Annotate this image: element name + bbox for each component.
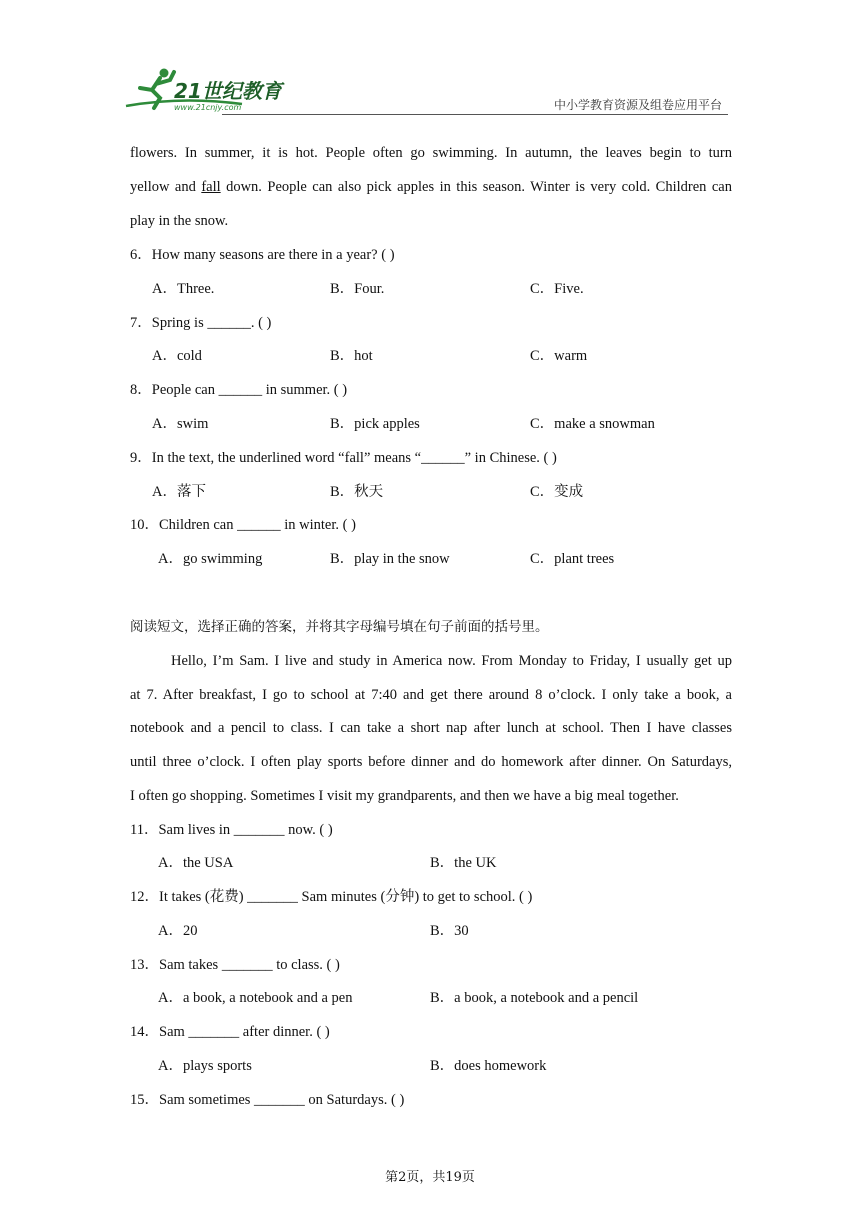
logo-url: www.21cnjy.com [174,103,242,112]
q11-option-b: B．the UK [430,855,497,871]
q10-option-a: A．go swimming [158,551,263,567]
question-10: 10．Children can ______ in winter. ( ) [130,517,356,533]
q13-option-a: A．a book, a notebook and a pen [158,990,353,1006]
q12-option-b: B．30 [430,923,469,939]
passage2-line2: at 7. After breakfast, I go to school at 7:40 and get there around 8 o’clock. I only take a book, a [130,687,732,703]
passage1-text: down. People can also pick apples in this season. Winter is very cold. Children can [220,179,732,195]
q7-option-a: A．cold [152,348,202,364]
q13-option-b: B．a book, a notebook and a pencil [430,990,639,1006]
q9-option-b: B．秋天 [330,484,384,500]
passage1-line1: flowers. In summer, it is hot. People often go swimming. In autumn, the leaves begin to turn [130,145,732,161]
header-rule [222,114,728,115]
passage1-text: yellow and [130,179,202,195]
question-14: 14．Sam _______ after dinner. ( ) [130,1024,330,1040]
site-logo [122,66,292,112]
question-12: 12．It takes (花费) _______ Sam minutes (分钟) to get to school. ( ) [130,889,533,905]
question-8: 8．People can ______ in summer. ( ) [130,382,348,398]
q6-option-a: A．Three. [152,281,215,297]
q8-option-b: B．pick apples [330,416,420,432]
q14-option-b: B．does homework [430,1058,547,1074]
q10-option-b: B．play in the snow [330,551,450,567]
logo-text: 21世纪教育 [174,79,282,103]
q10-option-c: C．plant trees [530,551,615,567]
q11-option-a: A．the USA [158,855,234,871]
passage2-line5: I often go shopping. Sometimes I visit my grandparents, and then we have a big meal together. [130,788,679,804]
passage2-line4: until three o’clock. I often play sports before dinner and do homework after dinner. On Saturdays, [130,754,732,770]
q14-option-a: A．plays sports [158,1058,252,1074]
page-number: 第2页，共19页 [385,1170,475,1185]
passage1-line3: play in the snow. [130,213,229,229]
passage2-line3: notebook and a pencil to class. I can take a short nap after lunch at school. Then I have classes [130,720,732,736]
question-15: 15．Sam sometimes _______ on Saturdays. ( ) [130,1092,405,1108]
underlined-word: fall [201,179,221,195]
site-name: 中小学教育资源及组卷应用平台 [553,98,722,112]
q7-option-c: C．warm [530,348,588,364]
section-instruction: 阅读短文，选择正确的答案，并将其字母编号填在句子前面的括号里。 [130,619,549,635]
question-7: 7．Spring is ______. ( ) [130,315,272,331]
q8-option-a: A．swim [152,416,209,432]
question-11: 11．Sam lives in _______ now. ( ) [130,822,333,838]
passage1-line2 [130,177,732,197]
passage2-line1: Hello, I’m Sam. I live and study in America now. From Monday to Friday, I usually get up [171,653,732,669]
q12-option-a: A．20 [158,923,198,939]
q9-option-a: A．落下 [152,484,206,500]
question-13: 13．Sam takes _______ to class. ( ) [130,957,340,973]
q9-option-c: C．变成 [530,484,584,500]
q6-option-b: B．Four. [330,281,385,297]
q7-option-b: B．hot [330,348,373,364]
question-6: 6．How many seasons are there in a year? ( ) [130,247,395,263]
q6-option-c: C．Five. [530,281,584,297]
page-header [122,66,728,116]
question-9: 9．In the text, the underlined word “fall” means “______” in Chinese. ( ) [130,450,557,466]
q8-option-c: C．make a snowman [530,416,655,432]
